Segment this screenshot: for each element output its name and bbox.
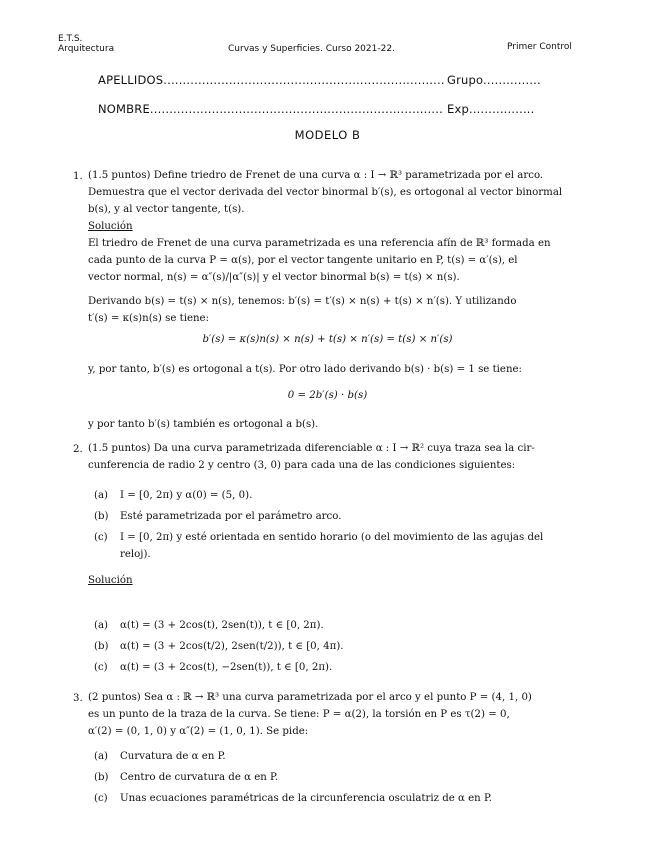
- q2-statement: [88, 440, 535, 474]
- q2-item-a: [94, 487, 252, 504]
- q2-answer-a-text: α(t) = (3 + 2cos(t), 2sen(t)), t ∈ [0, 2π).: [120, 620, 324, 631]
- q1-line-2: Demuestra que el vector derivada del vector binormal b′(s), es ortogonal al vector binormal: [88, 187, 563, 198]
- q1-equation-1: b′(s) = κ(s)n(s) × n(s) + t(s) × n′(s) = t(s) × n′(s): [202, 334, 453, 345]
- q3-item-a: [94, 748, 226, 765]
- q1-sol-line-3: vector normal, n(s) = α″(s)/|α″(s)| y el vector binormal b(s) = t(s) × n(s).: [88, 272, 460, 283]
- q2-item-b-text: Esté parametrizada por el parámetro arco.: [120, 511, 342, 522]
- exam-name: Primer Control: [507, 42, 572, 52]
- q2-item-c: [94, 529, 543, 546]
- q1-line-1: (1.5 puntos) Define triedro de Frenet de una curva α : I → ℝ³ parametrizada por el arco.: [88, 170, 544, 181]
- q2-answer-b: [94, 638, 344, 655]
- q3-line-1: (2 puntos) Sea α : ℝ → ℝ³ una curva parametrizada por el arco y el punto P = (4, 1, 0): [88, 692, 532, 703]
- q1-mid-text: y, por tanto, b′(s) es ortogonal a t(s). Por otro lado derivando b(s) · b(s) = 1 se tiene:: [88, 364, 522, 375]
- q3-item-b-text: Centro de curvatura de α en P.: [120, 772, 279, 783]
- q1-number: 1.: [73, 171, 83, 182]
- q1-statement: [88, 167, 562, 218]
- q2-item-b-label: (b): [94, 511, 109, 522]
- q1-sol-line-2: cada punto de la curva P = α(s), por el vector tangente unitario en P, t(s) = α′(s), el: [88, 255, 518, 266]
- q3-item-c-text: Unas ecuaciones paramétricas de la circunferencia osculatriz de α en P.: [120, 793, 493, 804]
- q2-item-c-text: I = [0, 2π) y esté orientada en sentido horario (o del movimiento de las agujas del: [120, 532, 544, 543]
- q2-item-c-text-cont: reloj).: [120, 549, 151, 560]
- q2-number: 2.: [73, 444, 83, 455]
- q1-end-text: y por tanto b′(s) también es ortogonal a b(s).: [88, 419, 319, 430]
- q2-line-1: (1.5 puntos) Da una curva parametrizada diferenciable α : I → ℝ² cuya traza sea la cir-: [88, 443, 535, 454]
- q2-line-2: cunferencia de radio 2 y centro (3, 0) para cada una de las condiciones siguientes:: [88, 460, 516, 471]
- q3-statement: [88, 689, 532, 740]
- q1-equation-2: 0 = 2b′(s) · b(s): [287, 390, 368, 401]
- q3-item-c: [94, 790, 492, 807]
- nombre-field: NOMBRE............................................................................: [98, 102, 443, 116]
- q2-item-a-label: (a): [94, 490, 109, 501]
- q3-item-b-label: (b): [94, 772, 109, 783]
- q1-sol-line-1: El triedro de Frenet de una curva parametrizada es una referencia afín de ℝ³ formada en: [88, 238, 551, 249]
- q2-answer-b-label: (b): [94, 641, 109, 652]
- degree-name: Arquitectura: [58, 44, 115, 54]
- q3-line-3: α′(2) = (0, 1, 0) y α″(2) = (1, 0, 1). Se pide:: [88, 726, 309, 737]
- q1-solution-label: Solución: [88, 221, 133, 232]
- q2-answer-c-label: (c): [94, 662, 108, 673]
- q1-line-3: b(s), y al vector tangente, t(s).: [88, 204, 245, 215]
- q3-item-b: [94, 769, 278, 786]
- q2-answer-c-text: α(t) = (3 + 2cos(t), −2sen(t)), t ∈ [0, 2π).: [120, 662, 333, 673]
- q3-item-a-label: (a): [94, 751, 109, 762]
- model-title: MODELO B: [294, 128, 361, 142]
- q3-line-2: es un punto de la traza de la curva. Se tiene: P = α(2), la torsión en P es τ(2) = 0,: [88, 709, 510, 720]
- q2-item-a-text: I = [0, 2π) y α(0) = (5, 0).: [120, 490, 253, 501]
- q3-item-a-text: Curvatura de α en P.: [120, 751, 226, 762]
- q2-answer-b-text: α(t) = (3 + 2cos(t/2), 2sen(t/2)), t ∈ [0, 4π).: [120, 641, 344, 652]
- grupo-field: Grupo...............: [447, 73, 541, 87]
- q1-solution: [88, 235, 551, 327]
- q3-item-c-label: (c): [94, 793, 108, 804]
- q2-answer-a: [94, 617, 324, 634]
- q2-item-c-label: (c): [94, 532, 108, 543]
- q1-sol-line-5: t′(s) = κ(s)n(s) se tiene:: [88, 313, 210, 324]
- q1-sol-line-4: Derivando b(s) = t(s) × n(s), tenemos: b′(s) = t′(s) × n(s) + t(s) × n′(s). Y utilizando: [88, 296, 517, 307]
- q2-solution-label: Solución: [88, 575, 133, 586]
- q2-answer-c: [94, 659, 332, 676]
- q2-item-b: [94, 508, 341, 525]
- q3-number: 3.: [73, 693, 83, 704]
- q2-answer-a-label: (a): [94, 620, 109, 631]
- apellidos-field: APELLIDOS.........................................................................: [98, 73, 445, 87]
- school-name: E.T.S.: [58, 34, 83, 44]
- exp-field: Exp.................: [447, 102, 535, 116]
- course-title: Curvas y Superficies. Curso 2021-22.: [228, 44, 395, 54]
